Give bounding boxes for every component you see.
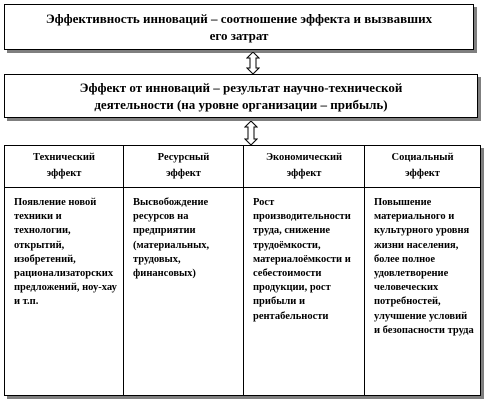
efficiency-definition-line1: Эффективность инноваций – соотношение эффекта и вызвавших [45, 11, 433, 26]
effect-definition-box [4, 74, 478, 118]
social-effect-column [365, 146, 480, 395]
effect-definition-line2: деятельности (на уровне организации – прибыль) [94, 97, 388, 112]
column-body: Рост производительности труда, снижение трудоёмкости, материалоёмкости и себестоимости продукции, рост прибыли и рентабельности [253, 197, 351, 322]
column-body: Появление новой техники и технологии, открытий, изобретений, рационализаторских предложений, ноу-хау и т.п. [14, 197, 117, 308]
column-header-line1: Технический [33, 152, 95, 163]
technical-effect-column [5, 146, 124, 395]
economic-effect-column [244, 146, 365, 395]
effect-definition-line1: Эффект от инноваций – результат научно-технической [79, 80, 403, 95]
column-header [5, 146, 123, 188]
double-arrow-icon [246, 52, 260, 74]
column-body: Повышение материального и культурного уровня жизни населения, более полное удовлетворение человеческих потребностей, улучшение условий и безопасности труда [374, 197, 474, 336]
resource-effect-column [124, 146, 244, 395]
effect-types-table [4, 145, 481, 396]
column-header-line2: эффект [286, 168, 322, 179]
column-header-line1: Ресурсный [157, 152, 210, 163]
double-arrow-icon [244, 121, 258, 145]
column-body: Высвобождение ресурсов на предприятии (материальных, трудовых, финансовых) [133, 197, 210, 280]
column-header-line2: эффект [46, 168, 82, 179]
column-header-line2: эффект [405, 168, 440, 179]
efficiency-definition-line2: его затрат [209, 28, 269, 43]
column-header-line1: Социальный [391, 152, 454, 163]
column-header [365, 146, 480, 188]
efficiency-definition-box [4, 4, 474, 50]
column-header-line1: Экономический [265, 152, 343, 163]
column-header [124, 146, 243, 188]
column-header [244, 146, 364, 188]
column-header-line2: эффект [166, 168, 201, 179]
